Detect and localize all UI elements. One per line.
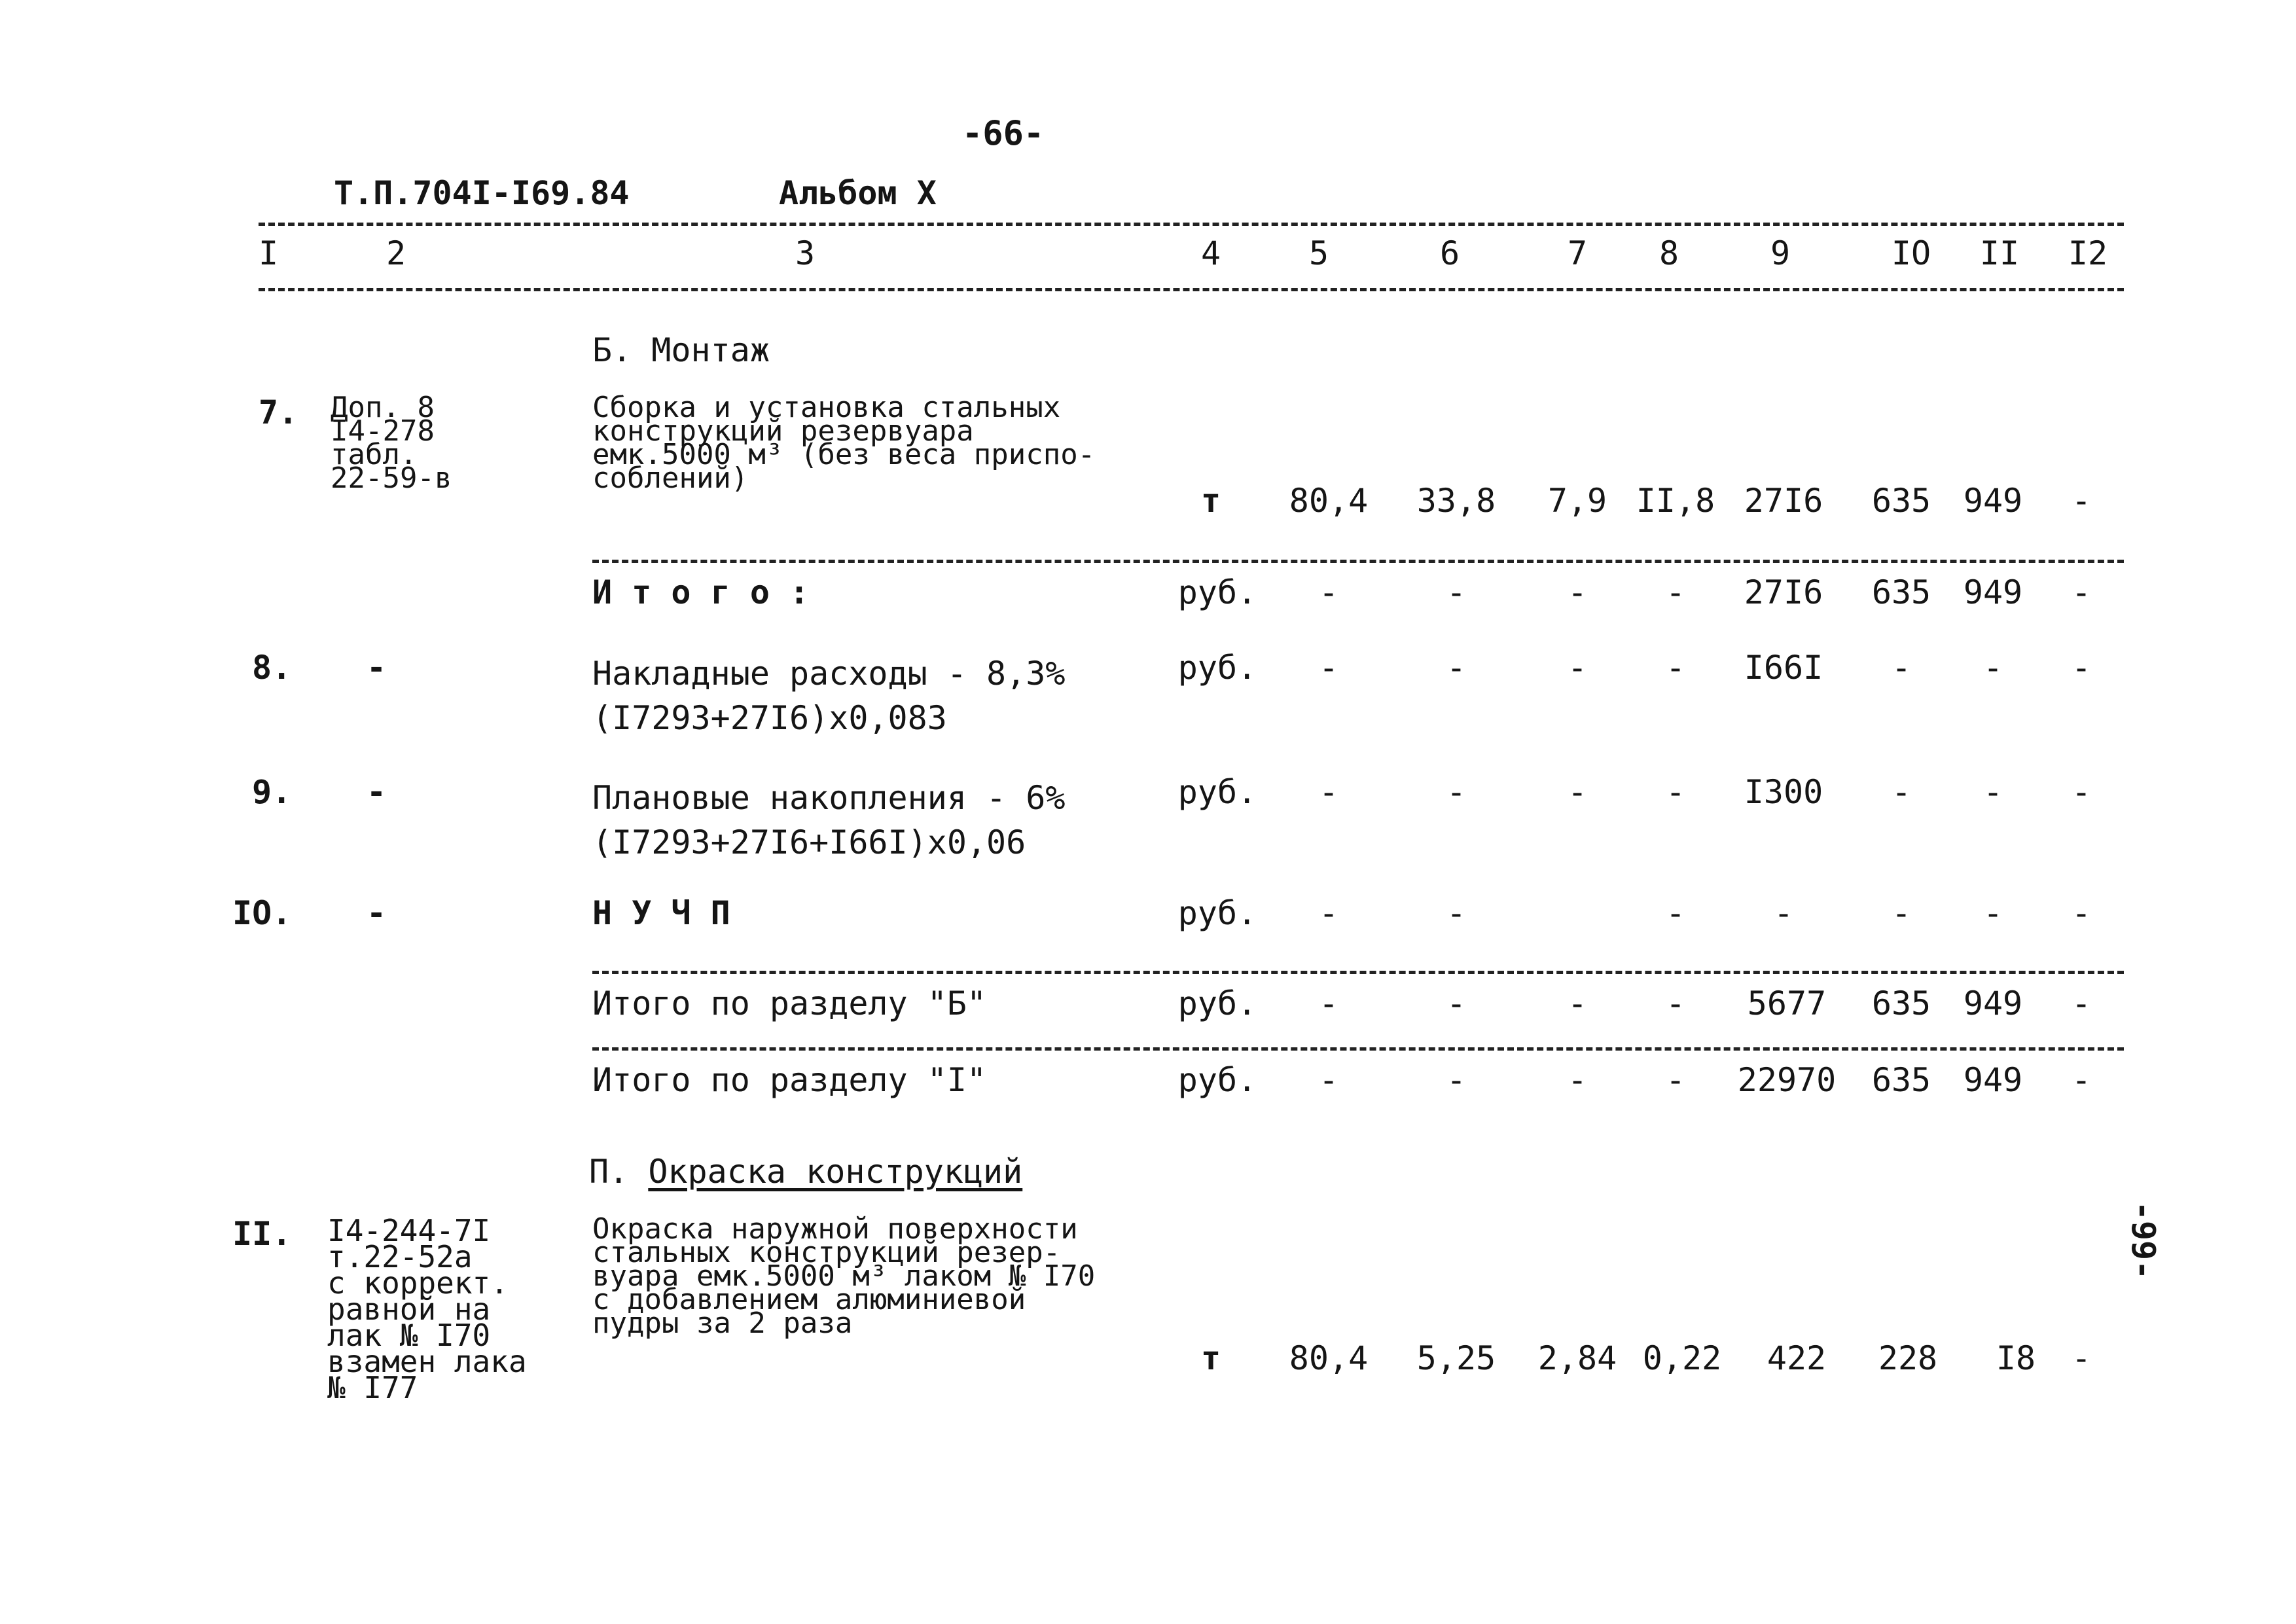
row-col-6: - [1446, 1061, 1467, 1099]
row-col-7: - [1567, 984, 1588, 1022]
row-col-8: - [1665, 984, 1686, 1022]
row-reference: - [367, 649, 387, 687]
row-description: Сборка и установка стальных конструкций резервуара емк.5000 м³ (без веса приспо- соблений) [592, 391, 1096, 495]
row-reference: I4-244-7I т.22-52а с коррект. равной на лак № I70 взамен лака № I77 [327, 1213, 527, 1405]
row-unit: руб. [1177, 773, 1257, 811]
row-col-11: I8 [1996, 1339, 2036, 1377]
col-8-header: 8 [1659, 234, 1679, 272]
row-col-9: 422 [1767, 1339, 1827, 1377]
row-col-11: 949 [1963, 1061, 2023, 1099]
row-col-11: 949 [1963, 482, 2023, 520]
section-b-total-rule [592, 971, 2124, 974]
row-unit: руб. [1177, 649, 1257, 687]
col-5-header: 5 [1308, 234, 1329, 272]
col-12-header: I2 [2068, 234, 2108, 272]
row-description: Накладные расходы - 8,3% (I7293+27I6)x0,083 [592, 655, 1066, 737]
section-1-total-rule [592, 1047, 2124, 1051]
row-col-8: - [1665, 649, 1686, 687]
section-2-heading-number: П. [589, 1153, 649, 1191]
row-col-12: - [2071, 984, 2092, 1022]
row-description: Итого по разделу "I" [592, 1061, 987, 1099]
row-number: 9. [252, 773, 292, 811]
row-col-7: - [1567, 773, 1588, 811]
row-col-7: 2,84 [1537, 1339, 1617, 1377]
row-col-12: - [2071, 894, 2092, 932]
row-col-8: 0,22 [1642, 1339, 1722, 1377]
row-col-12: - [2071, 1061, 2092, 1099]
row-col-5: - [1318, 1061, 1339, 1099]
row-col-10: - [1891, 649, 1912, 687]
col-6-header: 6 [1439, 234, 1460, 272]
row-col-12: - [2071, 573, 2092, 611]
row-col-7: - [1567, 649, 1588, 687]
row-col-9: - [1773, 894, 1794, 932]
subtotal-rule [592, 560, 2124, 563]
col-1-header: I [258, 234, 279, 272]
row-col-5: - [1318, 984, 1339, 1022]
row-col-10: 635 [1871, 573, 1931, 611]
header-top-rule [259, 223, 2124, 226]
row-col-5: - [1318, 773, 1339, 811]
row-col-8: - [1665, 573, 1686, 611]
row-col-6: - [1446, 773, 1467, 811]
row-col-11: - [1982, 649, 2003, 687]
row-col-9: 5677 [1747, 984, 1827, 1022]
row-col-7: - [1567, 573, 1588, 611]
document-code: Т.П.704I-I69.84 [334, 174, 630, 212]
row-description: Плановые накопления - 6% (I7293+27I6+I66I)x0,06 [592, 779, 1066, 861]
row-col-9: I300 [1744, 773, 1823, 811]
row-reference: - [367, 894, 387, 932]
row-col-6: 33,8 [1416, 482, 1496, 520]
row-unit: руб. [1177, 894, 1257, 932]
section-b-heading: Б. Монтаж [592, 331, 770, 369]
col-9-header: 9 [1770, 234, 1791, 272]
row-description: И т о г о : [592, 573, 810, 611]
row-number: 7. [259, 393, 298, 431]
row-col-12: - [2071, 649, 2092, 687]
row-col-12: - [2071, 773, 2092, 811]
album-label: Альбом X [779, 174, 937, 212]
col-3-header: 3 [795, 234, 816, 272]
row-unit: т [1200, 1339, 1221, 1377]
row-unit: руб. [1177, 573, 1257, 611]
side-page-number: -99- [2125, 1200, 2162, 1280]
row-col-11: - [1982, 894, 2003, 932]
row-col-9: I66I [1744, 649, 1823, 687]
row-description: Окраска наружной поверхности стальных конструкций резер- вуара емк.5000 м³ лаком № I70 с добавлением алюминиевой пудры за 2 раза [592, 1212, 1096, 1340]
row-reference: - [367, 773, 387, 811]
row-col-9: 27I6 [1744, 573, 1823, 611]
row-col-6: - [1446, 573, 1467, 611]
col-10-header: IO [1891, 234, 1931, 272]
row-unit: т [1200, 482, 1221, 520]
row-col-10: - [1891, 773, 1912, 811]
row-col-11: 949 [1963, 984, 2023, 1022]
row-col-8: II,8 [1636, 482, 1715, 520]
row-col-10: 635 [1871, 984, 1931, 1022]
page-number: -66- [962, 114, 1045, 153]
row-col-8: - [1665, 1061, 1686, 1099]
col-4-header: 4 [1200, 234, 1221, 272]
row-unit: руб. [1177, 1061, 1257, 1099]
row-col-7: 7,9 [1547, 482, 1607, 520]
row-reference: Доп. 8 I4-278 табл. 22-59-в [331, 391, 452, 495]
row-col-10: 635 [1871, 1061, 1931, 1099]
row-col-10: - [1891, 894, 1912, 932]
row-description: Итого по разделу "Б" [592, 984, 987, 1022]
row-col-5: 80,4 [1289, 1339, 1369, 1377]
row-col-6: - [1446, 984, 1467, 1022]
col-11-header: II [1979, 234, 2020, 272]
row-col-12: - [2071, 482, 2092, 520]
row-col-6: - [1446, 894, 1467, 932]
row-col-5: 80,4 [1289, 482, 1369, 520]
row-description: Н У Ч П [592, 894, 730, 932]
row-col-8: - [1665, 773, 1686, 811]
row-col-6: - [1446, 649, 1467, 687]
row-col-7: - [1567, 1061, 1588, 1099]
row-col-9: 22970 [1737, 1061, 1837, 1099]
row-col-11: - [1982, 773, 2003, 811]
row-unit: руб. [1177, 984, 1257, 1022]
row-col-8: - [1665, 894, 1686, 932]
row-col-10: 228 [1878, 1339, 1938, 1377]
row-number: II. [232, 1215, 292, 1253]
row-col-6: 5,25 [1416, 1339, 1496, 1377]
header-bottom-rule [259, 288, 2124, 291]
col-2-header: 2 [386, 234, 406, 272]
row-col-11: 949 [1963, 573, 2023, 611]
row-number: 8. [252, 649, 292, 687]
row-col-10: 635 [1871, 482, 1931, 520]
col-7-header: 7 [1567, 234, 1588, 272]
row-col-5: - [1318, 649, 1339, 687]
section-2-heading-text: Окраска конструкций [648, 1153, 1023, 1191]
row-col-12: - [2071, 1339, 2092, 1377]
row-col-5: - [1318, 573, 1339, 611]
row-number: IO. [232, 894, 292, 932]
row-col-9: 27I6 [1744, 482, 1823, 520]
row-col-5: - [1318, 894, 1339, 932]
section-2-heading [589, 1153, 1023, 1191]
